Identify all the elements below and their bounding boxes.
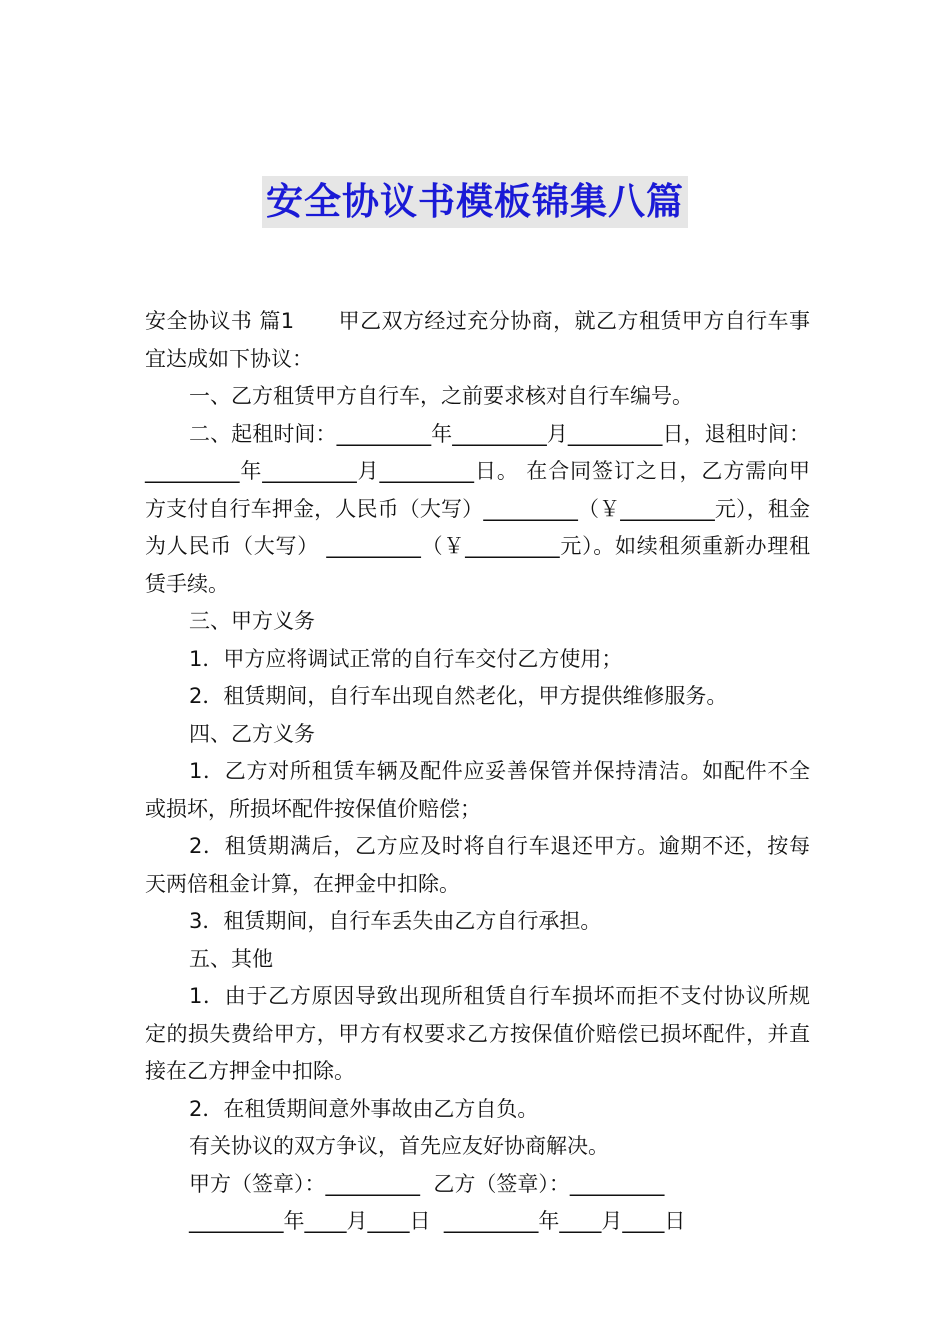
section-4-item-2: 2．租赁期满后，乙方应及时将自行车退还甲方。逾期不还，按每天两倍租金计算，在押金中扣除。 [145,834,810,896]
section-3-item-2: 2．租赁期间，自行车出现自然老化，甲方提供维修服务。 [189,684,728,708]
section-4-item-3: 3．租赁期间，自行车丢失由乙方自行承担。 [189,909,602,933]
intro-paragraph [145,303,810,378]
intro-text: 甲乙双方经过充分协商，就乙方租赁甲方自行车事宜达成如下协议： [145,309,810,371]
title-container [0,176,950,228]
clause-2-rental-time: 二、起租时间：_________年_________月_________日，退租时间：_________年_________月_________日。 在合同签订之日，乙方需向甲方支付自行车押金，人民币（大写）_________（￥_________元），租金为人民币（大写） _________（￥_________元）。如续租须重新办理租赁手续。 [145,421,810,596]
section-3-item-1: 1．甲方应将调试正常的自行车交付乙方使用； [189,646,623,671]
date-line: _________年____月____日 _________年____月____日 [189,1209,686,1233]
section-4-heading: 四、乙方义务 [189,721,315,746]
dispute-clause: 有关协议的双方争议，首先应友好协商解决。 [189,1134,609,1158]
section-heading: 安全协议书 篇1 [145,309,295,333]
section-5-item-2: 2．在租赁期间意外事故由乙方自负。 [189,1096,539,1121]
section-5-item-1: 1．由于乙方原因导致出现所租赁自行车损坏而拒不支付协议所规定的损失费给甲方，甲方有权要求乙方按保值价赔偿已损坏配件，并直接在乙方押金中扣除。 [145,984,810,1083]
document-body [145,303,810,1241]
signature-line: 甲方（签章）：_________ 乙方（签章）：_________ [189,1171,665,1196]
document-title: 安全协议书模板锦集八篇 [262,176,688,228]
section-5-heading: 五、其他 [189,946,273,971]
section-4-item-1: 1．乙方对所租赁车辆及配件应妥善保管并保持清洁。如配件不全或损坏，所损坏配件按保值价赔偿； [145,759,810,821]
clause-1: 一、乙方租赁甲方自行车，之前要求核对自行车编号。 [189,384,693,408]
section-3-heading: 三、甲方义务 [189,609,315,633]
